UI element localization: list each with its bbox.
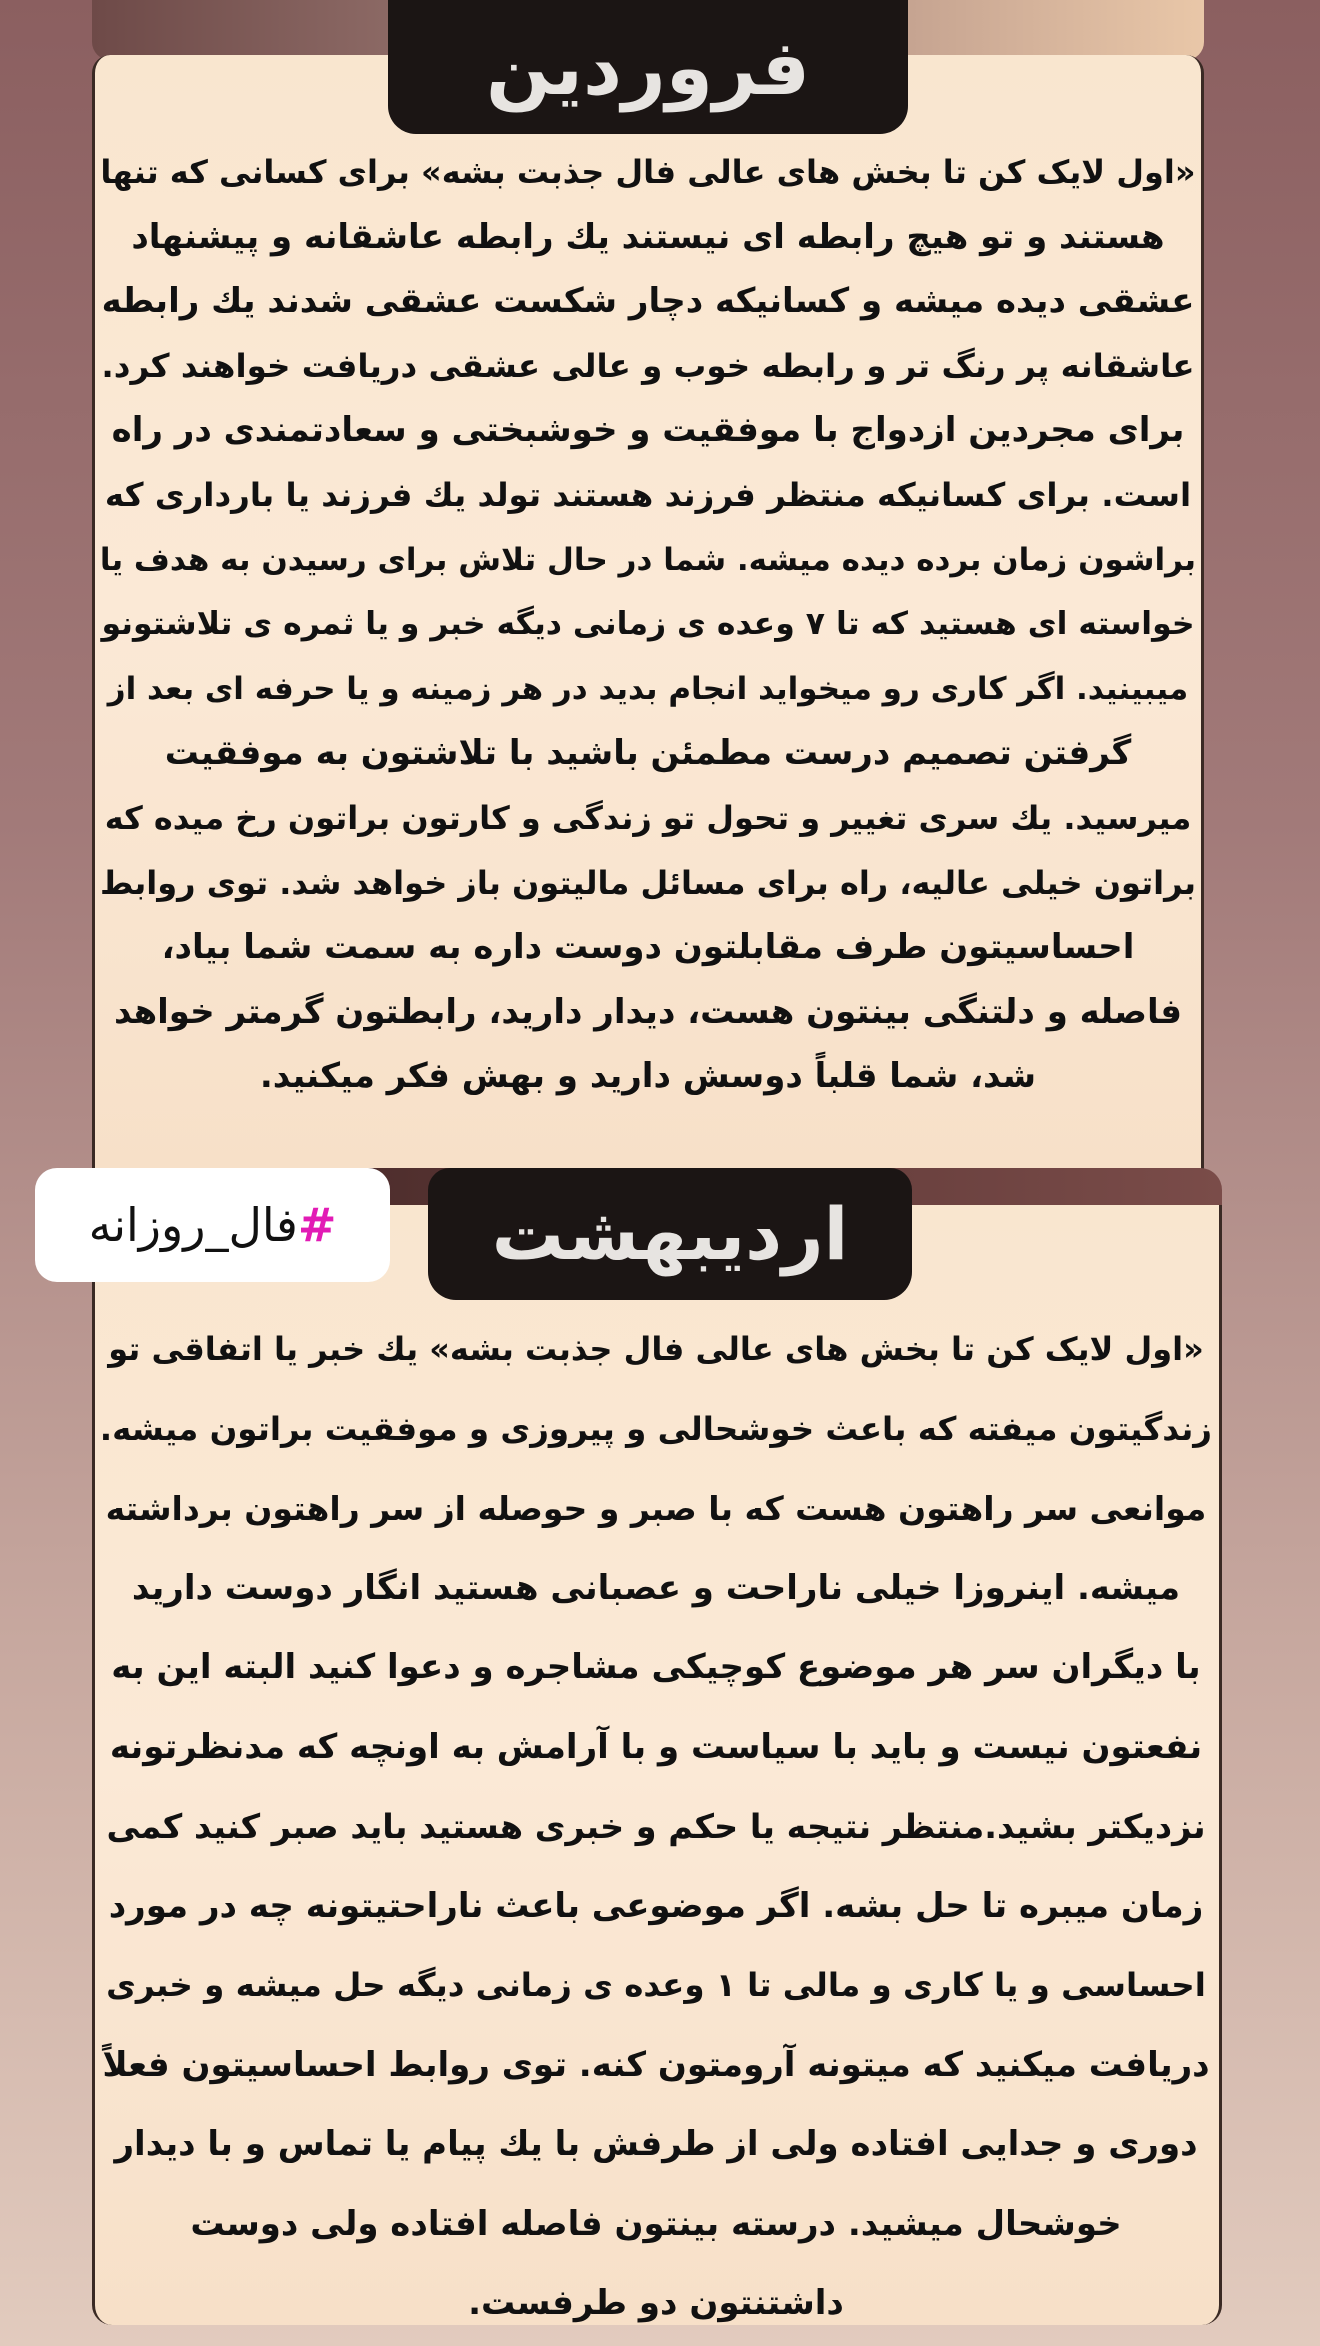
body-line: موانعی سر راهتون هست که با صبر و حوصله از سر راهتون برداشته (105, 1489, 1207, 1528)
body-line: میرسید. یك سری تغییر و تحول تو زندگی و کارتون براتون رخ میده که (104, 798, 1192, 837)
body-line: براتون خیلی عالیه، راه برای مسائل مالیتون باز خواهد شد. توی روابط (99, 863, 1196, 902)
body-line: زمان میبره تا حل بشه. اگر موضوعی باعث ناراحتیتونه چه در مورد (108, 1885, 1204, 1926)
body-line: گرفتن تصمیم درست مطمئن باشید با تلاشتون به موفقیت (164, 733, 1132, 774)
body-line: شد، شما قلباً دوسش دارید و بهش فکر میکنید. (259, 1056, 1037, 1097)
body-line: «اول لایک کن تا بخش های عالی فال جذبت بشه» برای کسانی که تنها (100, 153, 1196, 191)
section-1-title: فروردین (388, 0, 908, 134)
body-line: هستند و تو هیچ رابطه ای نیستند یك رابطه عاشقانه و پیشنهاد (131, 216, 1165, 257)
body-line: عشقی دیده میشه و کسانیکه دچار شکست عشقی شدند یك رابطه (101, 281, 1195, 322)
body-line: دوری و جدایی افتاده ولی از طرفش با یك پیام یا تماس و با دیدار (114, 2124, 1198, 2164)
body-line: نزدیکتر بشید.منتظر نتیجه یا حکم و خبری هستید باید صبر کنید کمی (106, 1807, 1206, 1846)
body-line: داشتنتون دو طرفست. (468, 2283, 844, 2323)
body-line: است. برای کسانیکه منتظر فرزند هستند تولد یك فرزند یا بارداری که (104, 475, 1192, 514)
body-line: نفعتون نیست و باید با سیاست و با آرامش به اونچه که مدنظرتونه (109, 1726, 1203, 1767)
section-1-body (100, 140, 1196, 1109)
hashtag-symbol: # (297, 1198, 337, 1252)
body-line: «اول لایک کن تا بخش های عالی فال جذبت بشه» یك خبر یا اتفاقی تو (108, 1330, 1204, 1368)
body-line: خواسته ای هستید که تا ۷ وعده ی زمانی دیگه خبر و یا ثمره ی تلاشتونو (101, 606, 1195, 643)
body-line: میشه. اینروزا خیلی ناراحت و عصبانی هستید انگار دوست دارید (131, 1567, 1181, 1608)
body-line: براشون زمان برده دیده میشه. شما در حال تلاش برای رسیدن به هدف یا (99, 541, 1196, 578)
hashtag-text: فال_روزانه (88, 1198, 298, 1252)
body-line: فاصله و دلتنگی بینتون هست، دیدار دارید، رابطتون گرمتر خواهد (113, 991, 1183, 1032)
body-line: خوشحال میشید. درسته بینتون فاصله افتاده ولی دوست (190, 2203, 1122, 2244)
body-line: زندگیتون میفته که باعث خوشحالی و پیروزی و موفقیت براتون میشه. (99, 1409, 1212, 1448)
body-line: برای مجردین ازدواج با موفقیت و خوشبختی و سعادتمندی در راه (111, 410, 1185, 451)
body-line: میبینید. اگر کاری رو میخواید انجام بدید در هر زمینه و یا حرفه ای بعد از (107, 670, 1189, 707)
body-line: با دیگران سر هر موضوع کوچیکی مشاجره و دعوا کنید البته این به (111, 1647, 1201, 1687)
body-line: عاشقانه پر رنگ تر و رابطه خوب و عالی عشقی دریافت خواهند کرد. (101, 346, 1195, 385)
hashtag-sticker[interactable] (35, 1168, 390, 1282)
body-line: دریافت میکنید که میتونه آرومتون کنه. توی روابط احساسیتون فعلاً (102, 2044, 1210, 2085)
section-2-title: اردیبهشت (428, 1168, 912, 1300)
body-line: احساسی و یا کاری و مالی تا ۱ وعده ی زمانی دیگه حل میشه و خبری (106, 1966, 1206, 2004)
section-2-body (100, 1310, 1212, 2344)
body-line: احساسیتون طرف مقابلتون دوست داره به سمت شما بیاد، (161, 927, 1135, 968)
